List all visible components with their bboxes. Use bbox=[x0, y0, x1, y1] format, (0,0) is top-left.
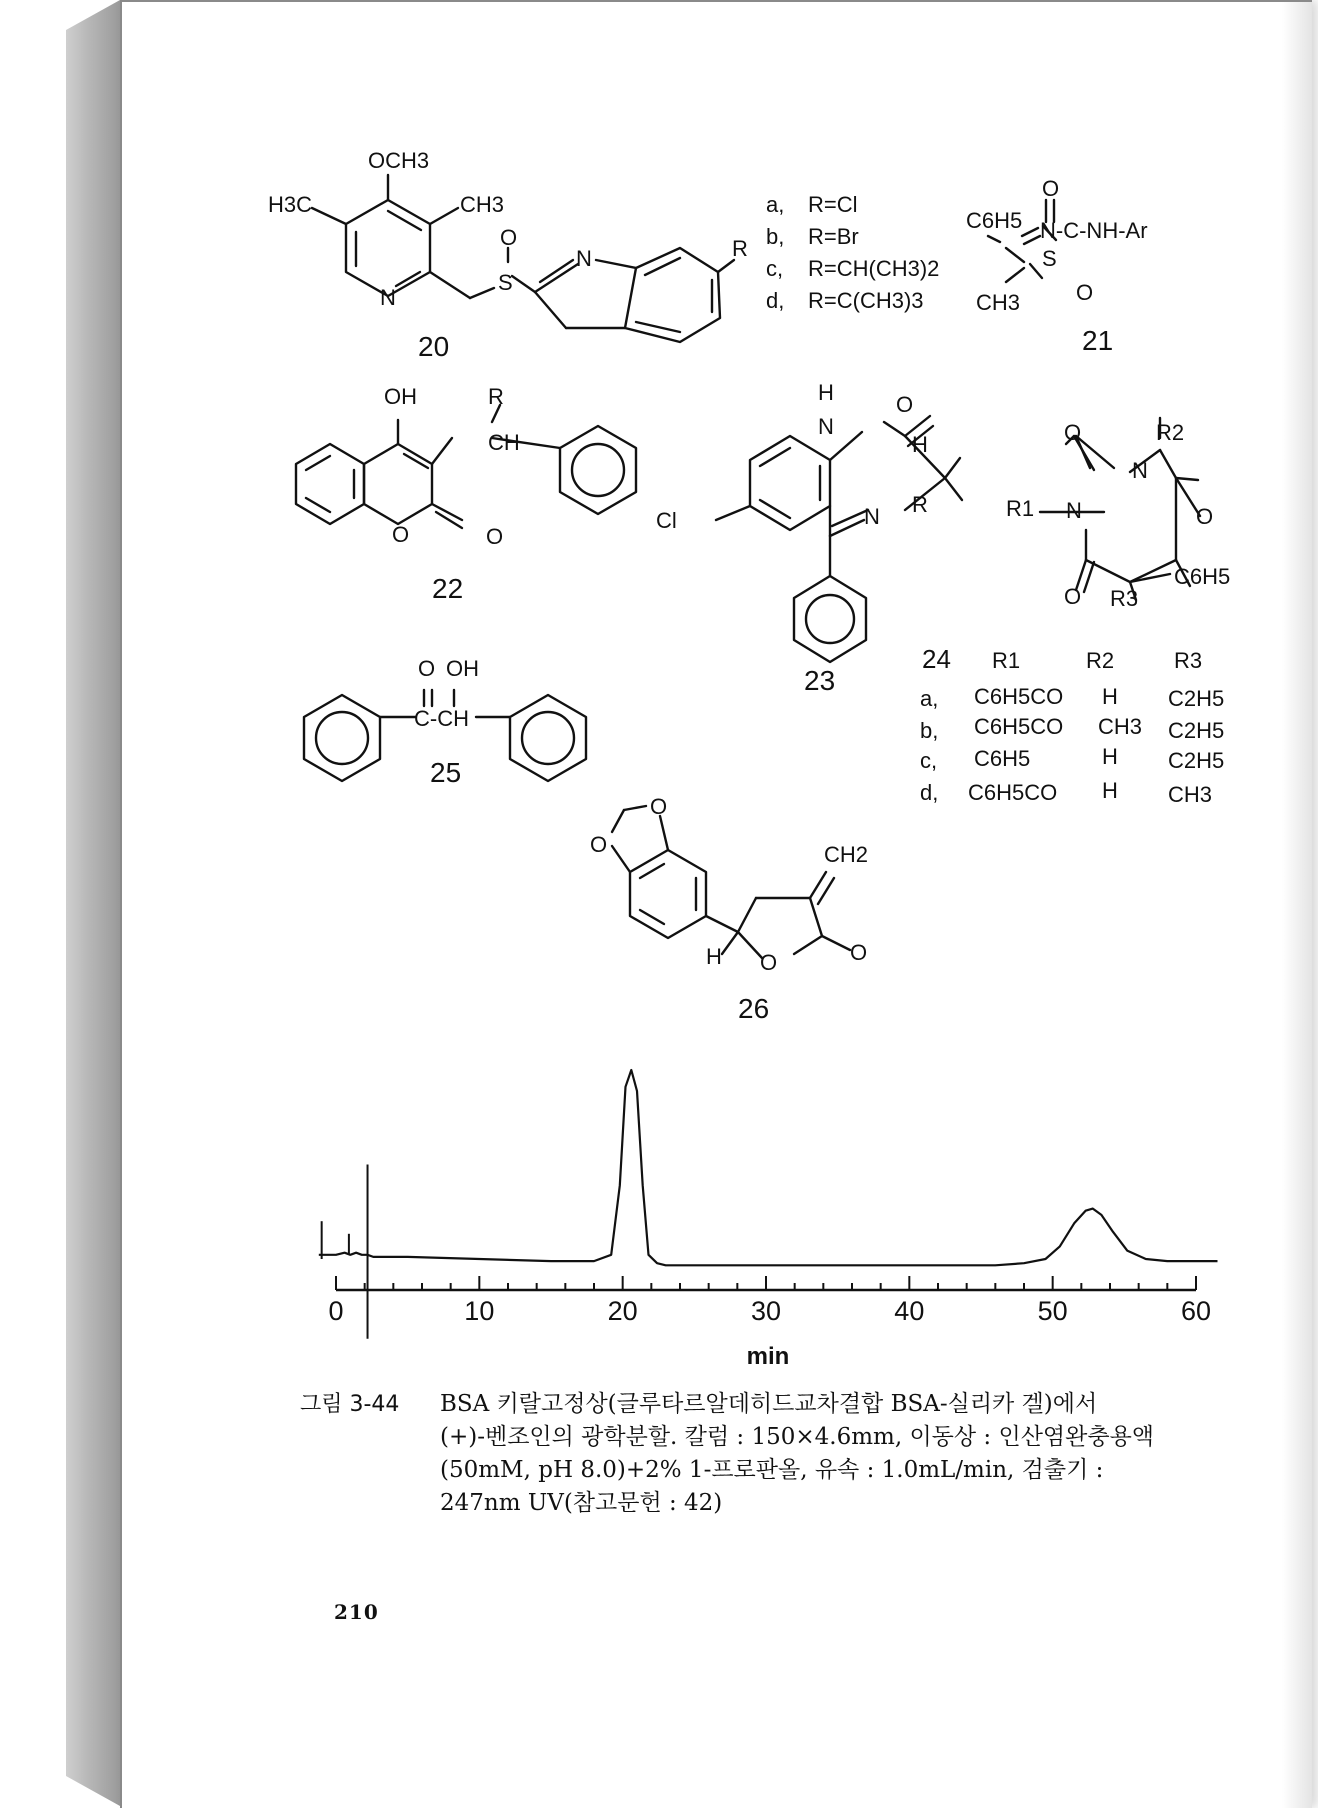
c24-row-c-letter: c, bbox=[920, 748, 938, 773]
c24-table-header-r3: R3 bbox=[1174, 648, 1203, 673]
c21-nc-nh-ar: N-C-NH-Ar bbox=[1040, 218, 1148, 243]
x-tick-label: 20 bbox=[607, 1296, 638, 1326]
x-tick-label: 0 bbox=[328, 1296, 344, 1326]
c24-table-header-r2: R2 bbox=[1086, 648, 1115, 673]
c26-o-top: O bbox=[650, 794, 668, 819]
c22-oh: OH bbox=[384, 384, 417, 409]
c24-r3: R3 bbox=[1110, 586, 1139, 611]
c24-c6h5: C6H5 bbox=[1174, 564, 1231, 589]
c24-row-b-r2: CH3 bbox=[1098, 714, 1143, 739]
c24-row-a-letter: a, bbox=[920, 686, 939, 711]
c23-label: 23 bbox=[804, 665, 836, 696]
c25-o: O bbox=[418, 656, 436, 681]
caption-line-2: (+)-벤조인의 광학분할. 칼럼 : 150×4.6mm, 이동상 : 인산염완충용액 bbox=[440, 1424, 1155, 1450]
c24-table-header-r1: R1 bbox=[992, 648, 1021, 673]
c24-row-b-r3: C2H5 bbox=[1168, 718, 1225, 743]
c20-n2: N bbox=[576, 246, 592, 271]
c20-o: O bbox=[500, 225, 518, 250]
figure-label: 그림 3-44 bbox=[300, 1392, 400, 1417]
c24-o-bottom: O bbox=[1064, 584, 1082, 609]
x-tick-label: 30 bbox=[750, 1296, 782, 1326]
c25-oh: OH bbox=[446, 656, 479, 681]
c25-c-ch: C-CH bbox=[414, 706, 469, 731]
c24-row-a-r1: C6H5CO bbox=[974, 684, 1064, 709]
c25-label: 25 bbox=[430, 757, 462, 788]
page-number: 210 bbox=[334, 1600, 379, 1624]
c20-r: R bbox=[732, 236, 748, 261]
c20-ch3: CH3 bbox=[460, 192, 505, 217]
c24-table-header-label: 24 bbox=[922, 644, 951, 674]
caption-line-3: (50mM, pH 8.0)+2% 1-프로판올, 유속 : 1.0mL/min, 검출기 : bbox=[440, 1457, 1104, 1483]
figure-caption bbox=[300, 1388, 1200, 1520]
c23-cl: Cl bbox=[656, 508, 677, 533]
c24-row-c-r1: C6H5 bbox=[974, 746, 1031, 771]
c24-row-b-letter: b, bbox=[920, 718, 939, 743]
x-tick-label: 10 bbox=[464, 1296, 495, 1326]
c24-n-right: N bbox=[1132, 458, 1148, 483]
c24-row-c-r3: C2H5 bbox=[1168, 748, 1225, 773]
caption-line-1: BSA 키랄고정상(글루타르알데히드교차결합 BSA-실리카 겔)에서 bbox=[440, 1391, 1098, 1417]
c24-row-d-r2: H bbox=[1102, 778, 1118, 803]
c26-h: H bbox=[706, 944, 722, 969]
c20-variant-a-letter: a, bbox=[766, 192, 785, 217]
c26-label: 26 bbox=[738, 993, 770, 1024]
c22-o-ring: O bbox=[392, 522, 410, 547]
c21-label: 21 bbox=[1082, 325, 1114, 356]
c20-och3: OCH3 bbox=[368, 148, 430, 173]
c22-ch: CH bbox=[488, 430, 520, 455]
c20-s: S bbox=[498, 270, 513, 295]
c21-ch3: CH3 bbox=[976, 290, 1021, 315]
x-tick-label: 50 bbox=[1037, 1296, 1068, 1326]
chromatogram-trace bbox=[319, 1070, 1218, 1265]
c20-variant-b-formula: R=Br bbox=[808, 224, 859, 249]
c24-row-d-r1: C6H5CO bbox=[968, 780, 1058, 805]
c24-row-d-r3: CH3 bbox=[1168, 782, 1213, 807]
c20-n: N bbox=[380, 285, 396, 310]
c24-r1: R1 bbox=[1006, 496, 1035, 521]
c24-r2: R2 bbox=[1156, 420, 1185, 445]
c24-o-right: O bbox=[1196, 504, 1214, 529]
c22-label: 22 bbox=[432, 573, 464, 604]
c24-row-d-letter: d, bbox=[920, 780, 939, 805]
c26-o-left: O bbox=[590, 832, 608, 857]
c20-variant-c-letter: c, bbox=[766, 256, 784, 281]
c23-o: O bbox=[896, 392, 914, 417]
chromatogram-axis bbox=[328, 1276, 1211, 1326]
c22-r: R bbox=[488, 384, 504, 409]
compound-22-structure bbox=[296, 405, 636, 528]
c24-o-top: O bbox=[1064, 420, 1082, 445]
c23-n: N bbox=[864, 504, 880, 529]
c20-variant-d-formula: R=C(CH3)3 bbox=[808, 288, 924, 313]
c20-h3c: H3C bbox=[268, 192, 313, 217]
c22-o-carbonyl: O bbox=[486, 524, 504, 549]
c20-variant-d-letter: d, bbox=[766, 288, 785, 313]
c24-row-a-r2: H bbox=[1102, 684, 1118, 709]
c20-variant-c-formula: R=CH(CH3)2 bbox=[808, 256, 940, 281]
compound-26-structure bbox=[612, 806, 850, 958]
compound-20-structure bbox=[312, 175, 734, 342]
c20-variant-b-letter: b, bbox=[766, 224, 785, 249]
c24-row-c-r2: H bbox=[1102, 744, 1118, 769]
c26-ch2: CH2 bbox=[824, 842, 869, 867]
c20-variant-a-formula: R=Cl bbox=[808, 192, 858, 217]
c21-c6h5: C6H5 bbox=[966, 208, 1023, 233]
c24-row-a-r3: C2H5 bbox=[1168, 686, 1225, 711]
c23-h-top: H bbox=[818, 380, 834, 405]
c26-o-ring: O bbox=[760, 950, 778, 975]
figure-caption-text bbox=[440, 1388, 1200, 1520]
c21-o-top: O bbox=[1042, 176, 1060, 201]
x-axis-label: min bbox=[746, 1343, 790, 1370]
c23-r: R bbox=[912, 492, 928, 517]
c26-o-carbonyl: O bbox=[850, 940, 868, 965]
caption-line-4: 247nm UV(참고문헌 : 42) bbox=[440, 1490, 723, 1516]
c23-nh: N bbox=[818, 414, 834, 439]
c21-s: S bbox=[1042, 246, 1057, 271]
x-tick-label: 60 bbox=[1180, 1296, 1212, 1326]
c23-h: H bbox=[912, 432, 928, 457]
chromatogram bbox=[0, 1040, 1318, 1380]
x-tick-label: 40 bbox=[894, 1296, 925, 1326]
c20-label: 20 bbox=[418, 331, 450, 362]
c24-n-left: N bbox=[1066, 498, 1082, 523]
c24-row-b-r1: C6H5CO bbox=[974, 714, 1064, 739]
c21-o-bottom: O bbox=[1076, 280, 1094, 305]
